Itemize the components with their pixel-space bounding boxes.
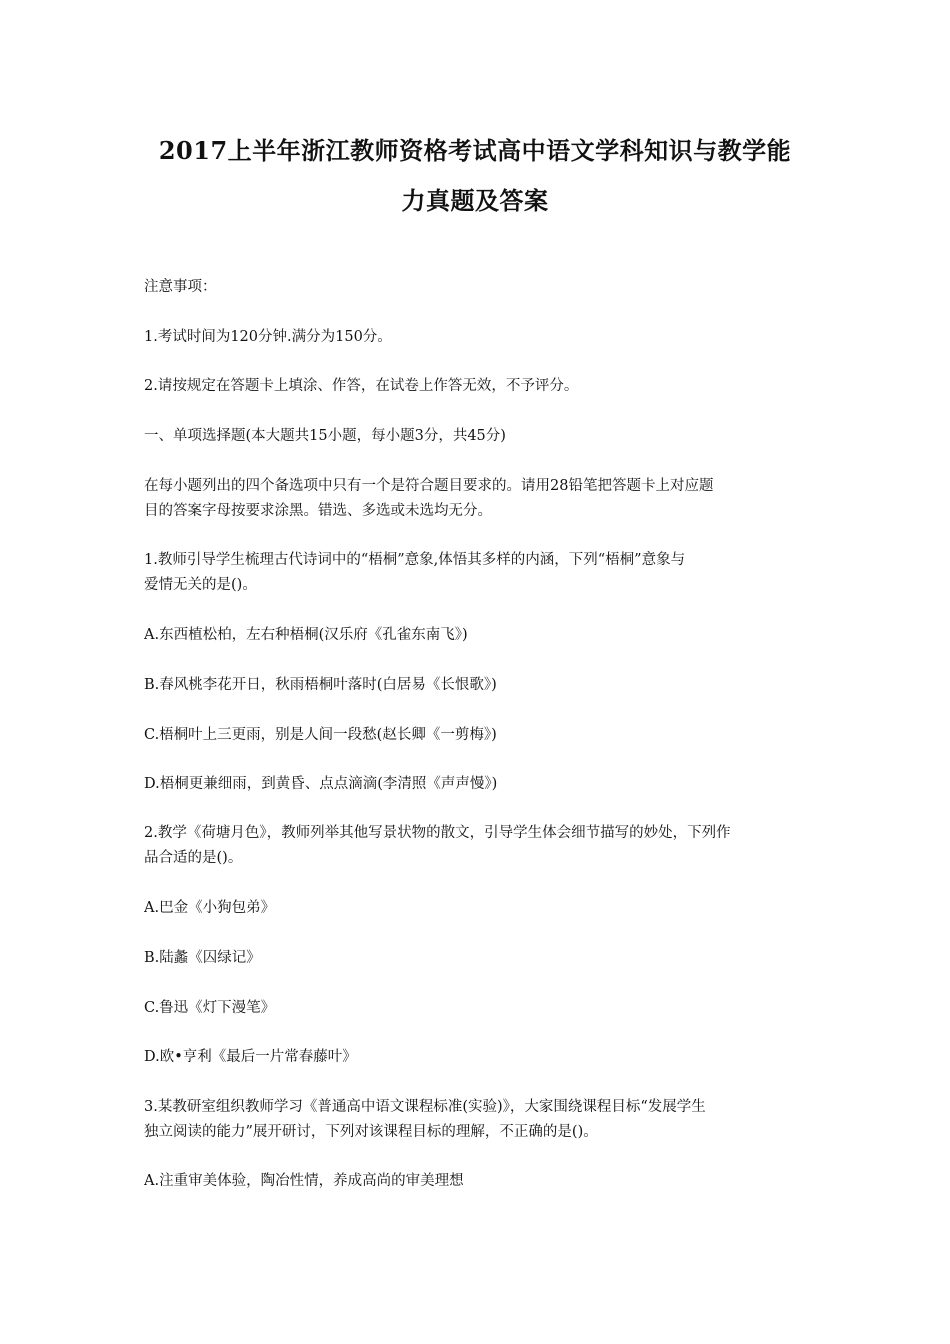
notice-heading: 注意事项： [144, 279, 217, 295]
question-2-option-a: A.巴金《小狗包弟》 [144, 900, 276, 916]
question-3-stem-line-2: 独立阅读的能力”展开研讨，下列对该课程目标的理解，不正确的是()。 [144, 1124, 598, 1140]
question-1-stem-line-2: 爱情无关的是()。 [144, 577, 257, 593]
document-title-line-2: 力真题及答案 [401, 186, 549, 215]
question-1-stem-line-1: 1.教师引导学生梳理古代诗词中的“梧桐”意象,体悟其多样的内涵，下列“梧桐”意象与 [144, 552, 686, 568]
document-title-line-1: 2017上半年浙江教师资格考试高中语文学科知识与教学能 [158, 136, 792, 165]
question-1-option-b: B.春风桃李花开日，秋雨梧桐叶落时(白居易《长恨歌》) [144, 677, 497, 693]
question-1-option-d: D.梧桐更兼细雨，到黄昏、点点滴滴(李清照《声声慢》) [144, 776, 498, 792]
question-2-option-c: C.鲁迅《灯下漫笔》 [144, 1000, 276, 1016]
question-3-option-a: A.注重审美体验，陶冶性情，养成高尚的审美理想 [144, 1173, 464, 1189]
section-instruction-line-1: 在每小题列出的四个备选项中只有一个是符合题目要求的。请用28铅笔把答题卡上对应题 [144, 478, 714, 494]
question-1-option-c: C.梧桐叶上三更雨，别是人间一段愁(赵长卿《一剪梅》) [144, 727, 497, 743]
question-2-stem-line-2: 品合适的是()。 [144, 850, 243, 866]
section-instruction-line-2: 目的答案字母按要求涂黑。错选、多选或未选均无分。 [144, 503, 492, 519]
section-heading: 一、单项选择题(本大题共15小题，每小题3分，共45分) [144, 428, 506, 444]
question-2-stem-line-1: 2.教学《荷塘月色》，教师列举其他写景状物的散文，引导学生体会细节描写的妙处，下列作 [144, 825, 731, 841]
question-2-option-d: D.欧•亨利《最后一片常春藤叶》 [144, 1049, 357, 1065]
question-3-stem-line-1: 3.某教研室组织教师学习《普通高中语文课程标准(实验)》，大家围绕课程目标“发展学生 [144, 1099, 706, 1115]
notice-item-1: 1.考试时间为120分钟.满分为150分。 [144, 329, 392, 345]
question-2-option-b: B.陆蠡《囚绿记》 [144, 950, 261, 966]
question-1-option-a: A.东西植松柏，左右种梧桐(汉乐府《孔雀东南飞》) [144, 627, 468, 643]
notice-item-2: 2.请按规定在答题卡上填涂、作答，在试卷上作答无效，不予评分。 [144, 378, 579, 394]
